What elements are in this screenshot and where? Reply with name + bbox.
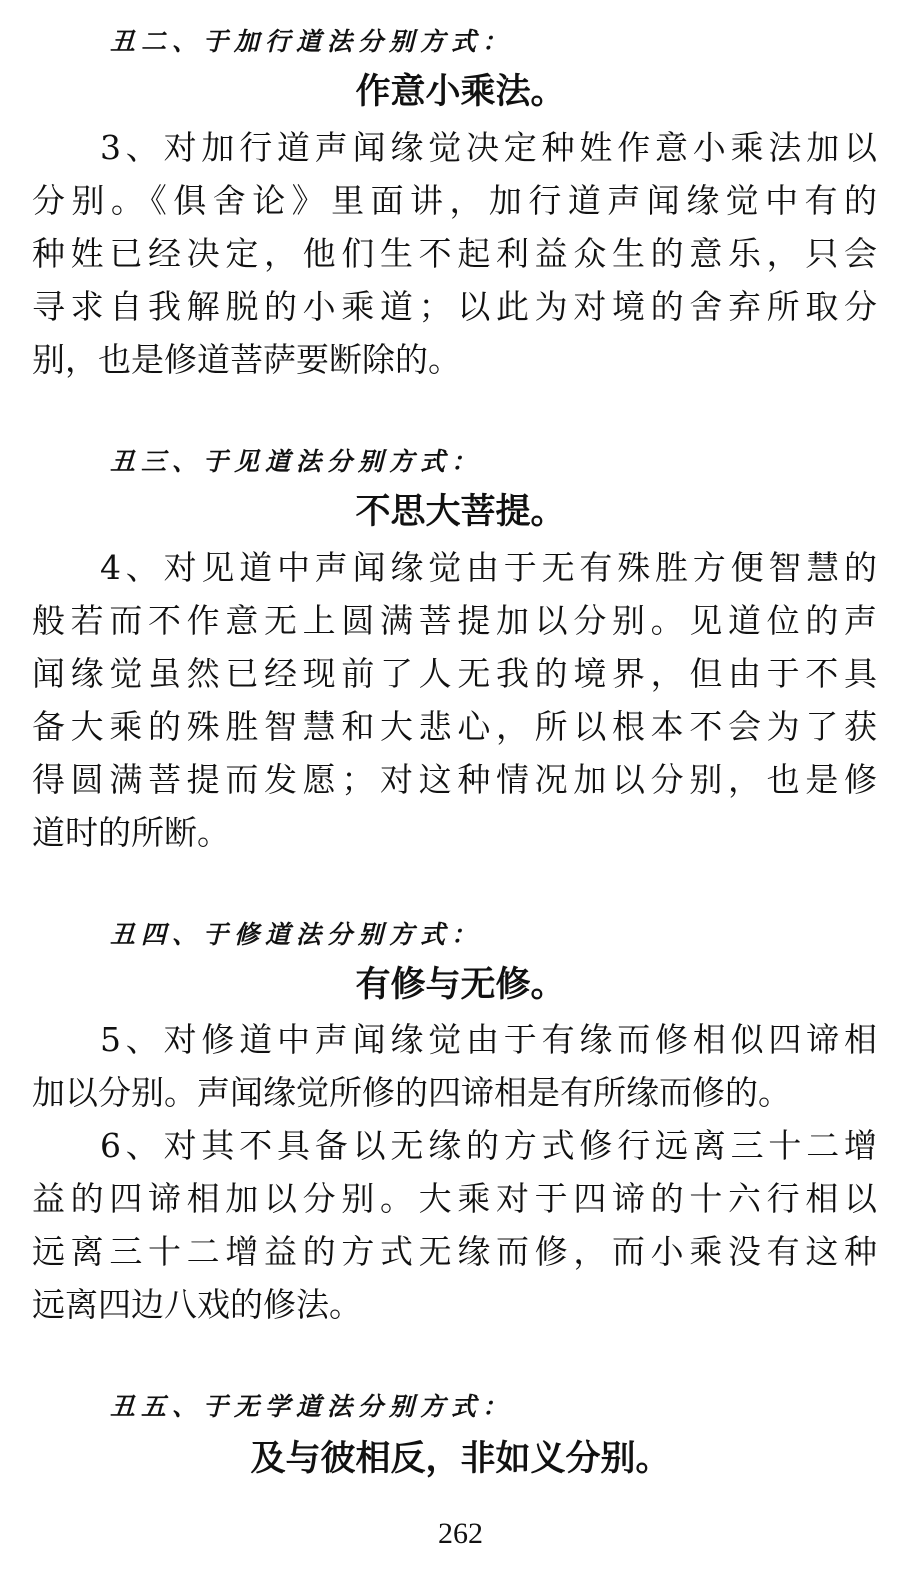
paragraph-line: 备大乘的殊胜智慧和大悲心，所以根本不会为了获 [32,707,877,746]
paragraph-line: 远离三十二增益的方式无缘而修，而小乘没有这种 [32,1232,877,1271]
paragraph-line: 4、对见道中声闻缘觉由于无有殊胜方便智慧的 [100,548,877,587]
section-heading: 丑二、于加行道法分别方式： [110,27,514,56]
section-heading: 丑三、于见道法分别方式： [110,447,483,476]
paragraph-line: 益的四谛相加以分别。大乘对于四谛的十六行相以 [32,1179,877,1218]
paragraph-line: 道时的所断。 [32,813,230,852]
paragraph [32,121,877,386]
verse-line: 不思大菩提。 [355,492,566,532]
paragraph-line: 加以分别。声闻缘觉所修的四谛相是有所缘而修的。 [32,1073,791,1112]
paragraph-line: 远离四边八戏的修法。 [32,1285,362,1324]
paragraph-line: 得圆满菩提而发愿；对这种情况加以分别，也是修 [32,760,877,799]
paragraph [32,1119,877,1331]
paragraph-line: 5、对修道中声闻缘觉由于有缘而修相似四谛相 [100,1020,877,1059]
paragraph [32,541,877,859]
paragraph-line: 般若而不作意无上圆满菩提加以分别。见道位的声 [32,601,877,640]
paragraph-line: 分别。《俱舍论》里面讲，加行道声闻缘觉中有的 [32,181,877,220]
paragraph-line: 别，也是修道菩萨要断除的。 [32,340,461,379]
verse-line: 作意小乘法。 [355,72,566,112]
paragraph [32,1013,877,1119]
verse-line: 有修与无修。 [355,965,566,1005]
paragraph-line: 3、对加行道声闻缘觉决定种姓作意小乘法加以 [100,128,877,167]
paragraph-line: 闻缘觉虽然已经现前了人无我的境界，但由于不具 [32,654,877,693]
paragraph-line: 种姓已经决定，他们生不起利益众生的意乐，只会 [32,234,877,273]
section-heading: 丑四、于修道法分别方式： [110,920,483,949]
paragraph-line: 寻求自我解脱的小乘道；以此为对境的舍弃所取分 [32,287,877,326]
paragraph-line: 6、对其不具备以无缘的方式修行远离三十二增 [100,1126,877,1165]
section-heading: 丑五、于无学道法分别方式： [110,1392,514,1421]
verse-line: 及与彼相反，非如义分别。 [250,1439,671,1479]
page-number: 262 [438,1517,483,1550]
